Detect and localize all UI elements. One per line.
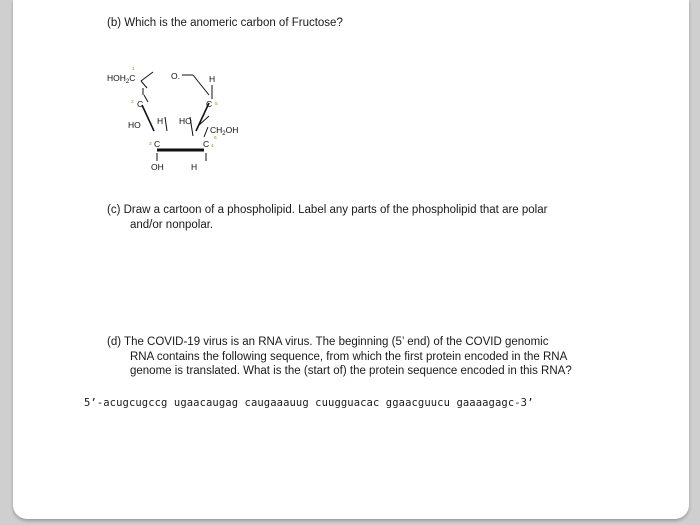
document-page [13, 0, 689, 519]
question-d-line2: RNA contains the following sequence, from which the first protein encoded in the RNA [130, 350, 568, 363]
carbon-number-5: 5 [215, 102, 218, 107]
question-c-line1: (c) Draw a cartoon of a phospholipid. Label any parts of the phospholipid that are polar [107, 204, 548, 216]
carbon-number-2: 2 [131, 100, 134, 105]
question-b: (b) Which is the anomeric carbon of Fructose? [107, 17, 343, 29]
fructose-structure [87, 55, 257, 180]
ho-left-label: HO [128, 120, 141, 130]
question-c-line2: and/or nonpolar. [130, 218, 214, 231]
oh-bottom-label: OH [151, 162, 164, 172]
ring-bonds [141, 72, 212, 161]
h-top-label: H [209, 74, 216, 84]
c4-label: C [203, 139, 210, 149]
question-c [107, 203, 627, 232]
carbon-number-3: 3 [149, 142, 152, 147]
carbon-number-4: 4 [211, 144, 214, 149]
rna-sequence: 5’-acugcugccg ugaacaugag caugaaauug cuugguacac ggaacguucu gaaaagagc-3’ [84, 397, 534, 409]
question-d-line1: (d) The COVID-19 virus is an RNA virus. The beginning (5’ end) of the COVID genomic [107, 336, 549, 348]
hoh2c-label: $HOH_2C$ [107, 73, 136, 85]
ho-inner-label: HO [179, 116, 192, 126]
ch2oh-label: $CH_2OH$ [210, 125, 239, 137]
ring-oxygen-label: O. [171, 71, 180, 81]
question-d-line3: genome is translated. What is the (start of) the protein sequence encoded in this RNA? [130, 365, 572, 377]
c3-label: C [154, 139, 161, 149]
c5-label: C [206, 99, 213, 109]
carbon-number-6: 6 [214, 136, 217, 141]
c2-label: C [137, 99, 144, 109]
question-d [107, 335, 637, 379]
h-bottom-label: H [191, 162, 198, 172]
carbon-number-1: 1 [132, 67, 135, 72]
h-inner-label: H [157, 116, 164, 126]
